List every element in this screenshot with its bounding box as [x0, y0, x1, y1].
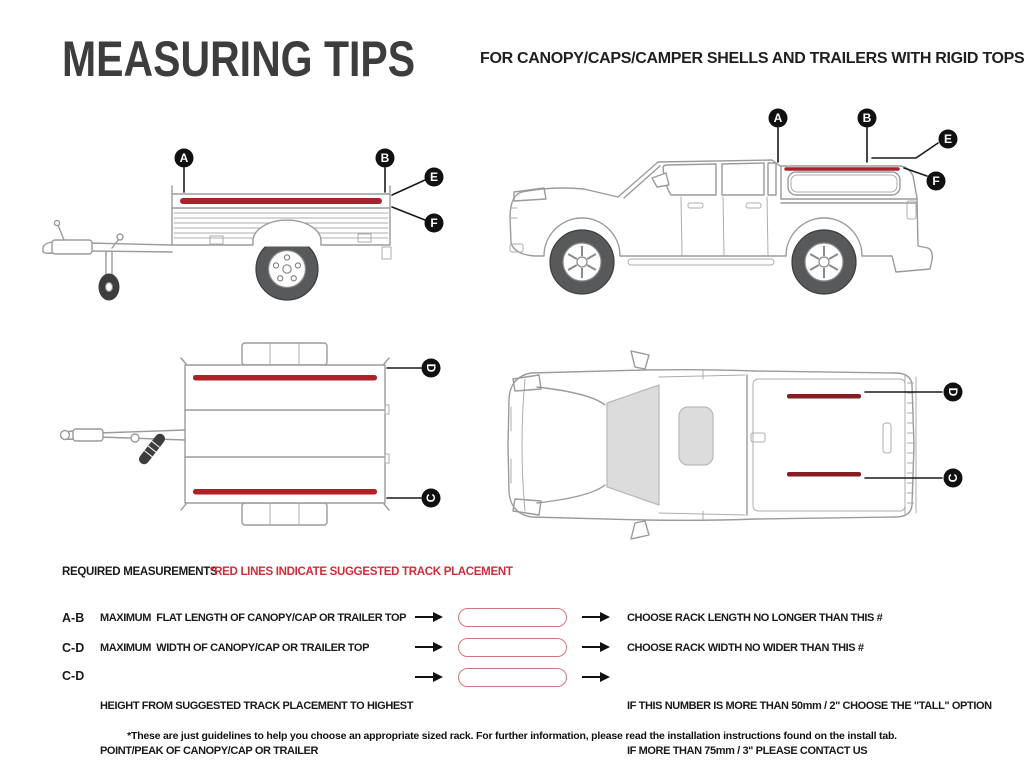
- svg-text:A: A: [773, 111, 783, 126]
- track-placement-red-line: [193, 375, 377, 381]
- flow-arrow-icon: [414, 641, 444, 653]
- measurement-instruction-line: IF MORE THAN 75mm / 3" PLEASE CONTACT US: [627, 745, 868, 757]
- measurement-instruction: [627, 669, 992, 768]
- marker-a: [175, 149, 194, 168]
- page-subtitle: FOR CANOPY/CAPS/CAMPER SHELLS AND TRAILERS WITH RIGID TOPS: [480, 50, 1024, 67]
- marker-c: [944, 469, 963, 488]
- measurement-instruction: CHOOSE RACK LENGTH NO LONGER THAN THIS #: [627, 612, 883, 624]
- truck-top-drawing: [508, 351, 916, 539]
- svg-text:A: A: [179, 151, 189, 166]
- measurement-key: C-D: [62, 641, 85, 655]
- footer-note: *These are just guidelines to help you choose an appropriate sized rack. For further information, please read the installation instructions found on the install tab.: [127, 730, 897, 742]
- measurement-instruction: CHOOSE RACK WIDTH NO WIDER THAN THIS #: [627, 642, 864, 654]
- required-measurements-label: REQUIRED MEASUREMENTS: [62, 566, 218, 578]
- measurement-description: MAXIMUM WIDTH OF CANOPY/CAP OR TRAILER TOP: [100, 642, 370, 654]
- marker-b: [376, 149, 395, 168]
- measurement-instruction-line: IF THIS NUMBER IS MORE THAN 50mm / 2" CHOOSE THE "TALL" OPTION: [627, 700, 992, 712]
- trailer-wheel-drawing: [253, 220, 321, 300]
- trailer-side-view-diagram: [40, 112, 470, 327]
- track-placement-red-line: [193, 489, 377, 495]
- svg-text:F: F: [932, 174, 940, 189]
- trailer-top-view-diagram: [55, 335, 470, 547]
- svg-text:B: B: [380, 151, 390, 166]
- marker-d: [422, 359, 441, 378]
- svg-text:C: C: [424, 493, 439, 503]
- measurement-input-box[interactable]: [458, 638, 567, 657]
- marker-b: [858, 109, 877, 128]
- svg-text:D: D: [423, 363, 438, 373]
- marker-e: [939, 130, 958, 149]
- marker-a: [769, 109, 788, 128]
- measurement-input-box[interactable]: [458, 608, 567, 627]
- flow-arrow-icon: [414, 671, 444, 683]
- marker-f: [425, 214, 444, 233]
- track-placement-red-line: [787, 472, 861, 477]
- svg-text:B: B: [862, 111, 872, 126]
- measurement-key: C-D: [62, 669, 85, 683]
- marker-f: [927, 172, 946, 191]
- marker-e: [425, 168, 444, 187]
- trailer-hitch-drawing: [43, 220, 172, 300]
- measurement-description-line: HEIGHT FROM SUGGESTED TRACK PLACEMENT TO HIGHEST: [100, 700, 414, 712]
- svg-text:E: E: [943, 132, 953, 147]
- red-lines-note: *RED LINES INDICATE SUGGESTED TRACK PLACEMENT: [210, 566, 513, 578]
- measurement-description: [100, 669, 413, 768]
- truck-side-view-diagram: [500, 96, 990, 328]
- svg-text:D: D: [945, 387, 960, 397]
- flow-arrow-icon: [581, 611, 611, 623]
- handbrake-lever: [137, 432, 167, 467]
- flow-arrow-icon: [581, 641, 611, 653]
- measurement-description: MAXIMUM FLAT LENGTH OF CANOPY/CAP OR TRAILER TOP: [100, 612, 407, 624]
- page-title: MEASURING TIPS: [62, 31, 416, 87]
- svg-text:F: F: [430, 216, 438, 231]
- svg-text:E: E: [429, 170, 439, 185]
- svg-text:C: C: [946, 473, 961, 483]
- measurement-key: A-B: [62, 611, 85, 625]
- measurement-description-line: POINT/PEAK OF CANOPY/CAP OR TRAILER: [100, 745, 319, 757]
- marker-c: [422, 489, 441, 508]
- flow-arrow-icon: [581, 671, 611, 683]
- marker-d: [944, 383, 963, 402]
- flow-arrow-icon: [414, 611, 444, 623]
- truck-top-view-diagram: [495, 345, 985, 550]
- trailer-top-drawing: [61, 343, 390, 525]
- track-placement-red-line: [787, 394, 861, 399]
- measurement-input-box[interactable]: [458, 668, 567, 687]
- track-placement-red-line: [180, 198, 382, 204]
